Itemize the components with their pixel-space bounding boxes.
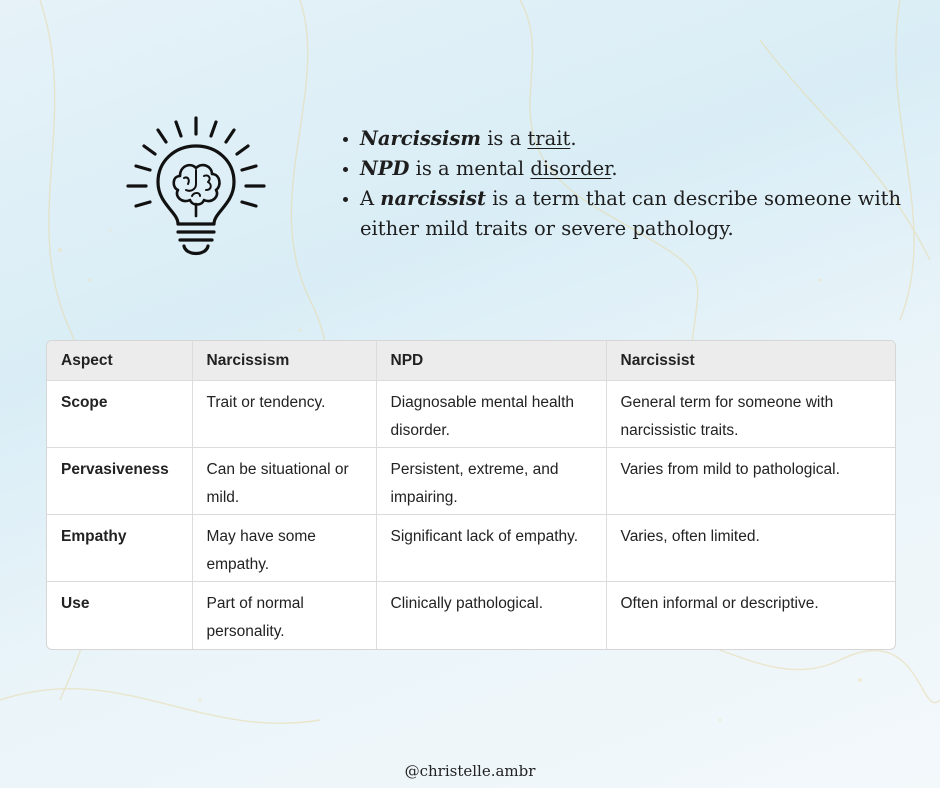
table-cell: Part of normal personality. xyxy=(192,582,376,649)
author-handle: @christelle.ambr xyxy=(404,762,536,780)
table-header-row xyxy=(47,341,895,381)
table-cell: May have some empathy. xyxy=(192,515,376,582)
table-cell: Scope xyxy=(47,381,192,448)
column-header-narcissist: Narcissist xyxy=(606,341,895,381)
table-cell: Pervasiveness xyxy=(47,448,192,515)
table-cell: Can be situational or mild. xyxy=(192,448,376,515)
column-header-npd: NPD xyxy=(376,341,606,381)
bullet-text: is a term that can describe someone with either mild traits or severe pathology. xyxy=(360,187,902,240)
bullet-narcissism xyxy=(360,124,940,154)
table-cell: Significant lack of empathy. xyxy=(376,515,606,582)
bullet-text: is a xyxy=(481,127,528,150)
bullet-text: is a mental xyxy=(409,157,531,180)
table-cell: Empathy xyxy=(47,515,192,582)
table-cell: Varies, often limited. xyxy=(606,515,895,582)
definition-list xyxy=(338,124,940,244)
comparison-table xyxy=(46,340,896,650)
bullet-term: Narcissism xyxy=(360,127,481,150)
bullet-prefix: A xyxy=(360,187,381,210)
bullet-underlined-word: trait xyxy=(527,127,571,150)
bullet-punctuation: . xyxy=(611,157,618,180)
bullet-narcissist xyxy=(360,184,940,244)
table-cell: Persistent, extreme, and impairing. xyxy=(376,448,606,515)
column-header-narcissism: Narcissism xyxy=(192,341,376,381)
table-row xyxy=(47,515,895,582)
table-row xyxy=(47,381,895,448)
table-cell: Trait or tendency. xyxy=(192,381,376,448)
table-cell: Often informal or descriptive. xyxy=(620,595,819,612)
table-cell: General term for someone with narcissistic traits. xyxy=(606,381,895,448)
bullet-term: narcissist xyxy=(380,187,486,210)
bullet-term: NPD xyxy=(360,157,410,180)
lightbulb-brain-icon xyxy=(120,112,272,264)
table-row xyxy=(47,448,895,515)
table-cell: Varies from mild to pathological. xyxy=(606,448,895,515)
table-row xyxy=(47,582,895,649)
bullet-punctuation: . xyxy=(570,127,577,150)
table-cell: Diagnosable mental health disorder. xyxy=(376,381,606,448)
table-cell: Use xyxy=(47,582,192,649)
bullet-underlined-word: disorder xyxy=(530,157,612,180)
table-cell: Clinically pathological. xyxy=(376,582,606,649)
bullet-npd xyxy=(360,154,940,184)
column-header-aspect: Aspect xyxy=(47,341,192,381)
